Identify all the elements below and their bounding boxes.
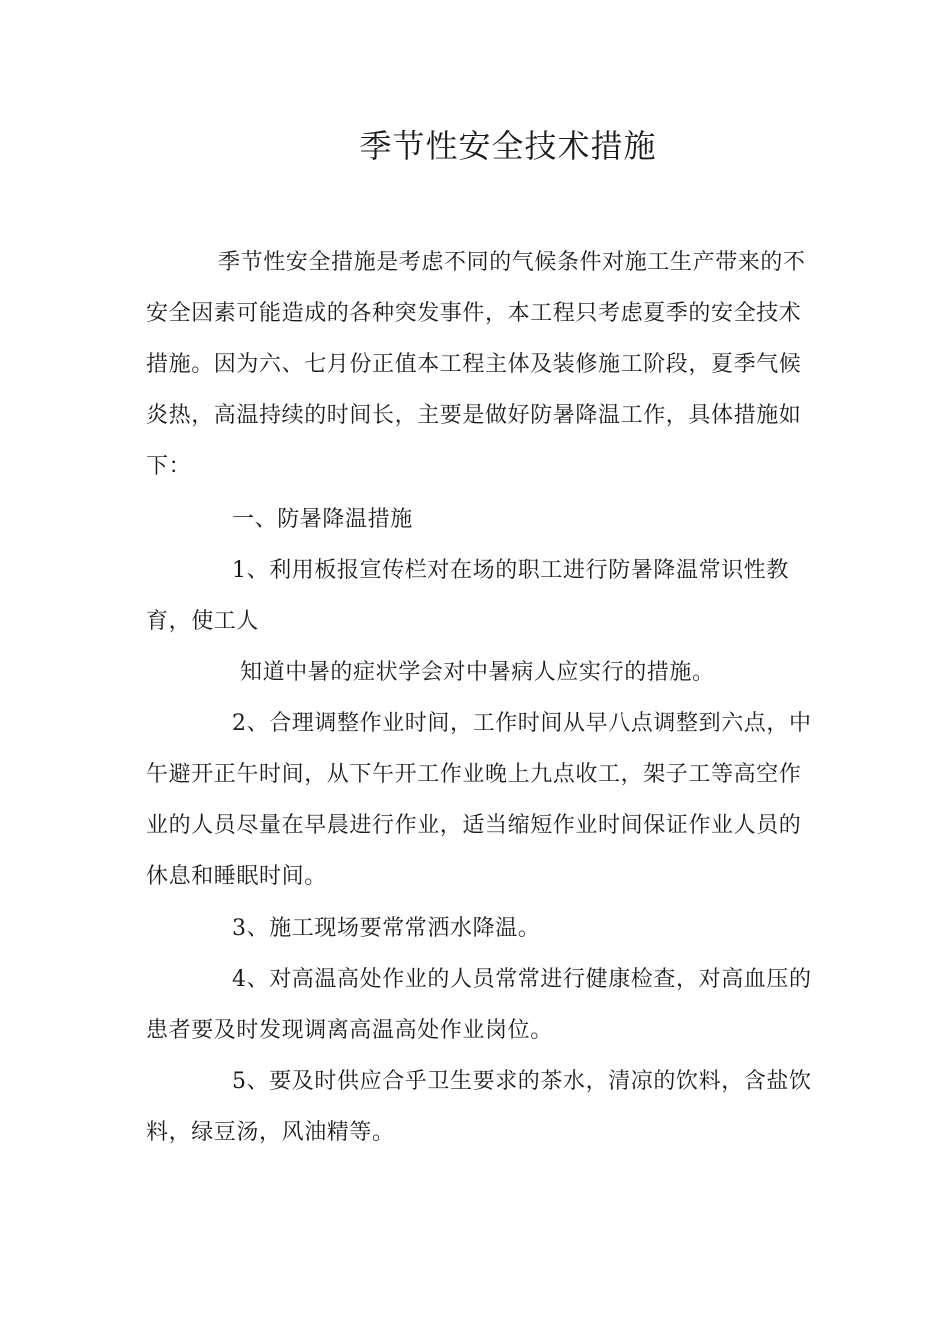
paragraph-line: 措施。因为六、七月份正值本工程主体及装修施工阶段，夏季气候 xyxy=(146,352,802,377)
paragraph-line: 5、要及时供应合乎卫生要求的茶水，清凉的饮料，含盐饮 xyxy=(232,1069,812,1094)
paragraph-line: 安全因素可能造成的各种突发事件，本工程只考虑夏季的安全技术 xyxy=(146,301,802,326)
paragraph-line: 下： xyxy=(146,454,192,479)
document-title: 季节性安全技术措施 xyxy=(359,127,657,165)
paragraph-line: 2、合理调整作业时间，工作时间从早八点调整到六点，中 xyxy=(232,711,812,736)
paragraph-line: 育，使工人 xyxy=(146,609,260,634)
section-heading: 一、防暑降温措施 xyxy=(232,507,413,532)
paragraph-line: 1、利用板报宣传栏对在场的职工进行防暑降温常识性教 xyxy=(232,558,789,583)
paragraph-line: 业的人员尽量在早晨进行作业，适当缩短作业时间保证作业人员的 xyxy=(146,813,802,838)
paragraph-line: 3、施工现场要常常洒水降温。 xyxy=(232,916,541,941)
paragraph-line: 料，绿豆汤，风油精等。 xyxy=(146,1120,395,1145)
paragraph-line: 患者要及时发现调离高温高处作业岗位。 xyxy=(146,1018,553,1043)
paragraph-line: 季节性安全措施是考虑不同的气候条件对施工生产带来的不 xyxy=(218,250,806,275)
paragraph-line: 炎热，高温持续的时间长，主要是做好防暑降温工作，具体措施如 xyxy=(146,403,802,428)
paragraph-line: 知道中暑的症状学会对中暑病人应实行的措施。 xyxy=(240,660,715,685)
paragraph-line: 休息和睡眠时间。 xyxy=(146,864,327,889)
paragraph-line: 4、对高温高处作业的人员常常进行健康检查，对高血压的 xyxy=(232,967,812,992)
paragraph-line: 午避开正午时间，从下午开工作业晚上九点收工，架子工等高空作 xyxy=(146,762,802,787)
